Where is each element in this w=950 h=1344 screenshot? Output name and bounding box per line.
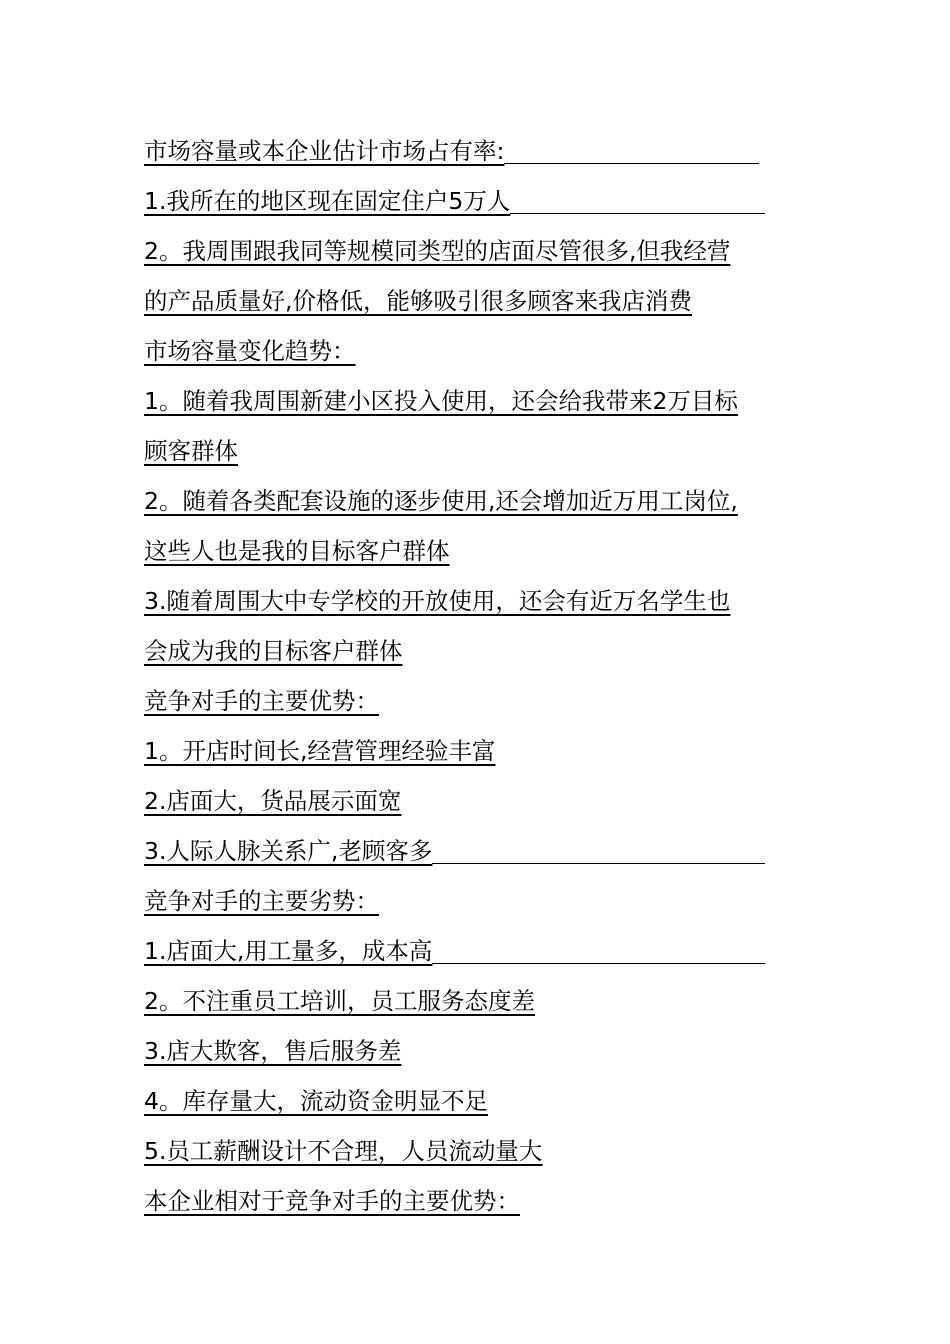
line-text: 5.员工薪酬设计不合理，人员流动量大 <box>144 1137 543 1165</box>
line-own-strengths-heading <box>144 1178 808 1228</box>
line-market-capacity-heading <box>144 128 808 178</box>
line-trend-2a <box>144 478 808 528</box>
line-text: 1.店面大,用工量多，成本高 <box>144 937 433 965</box>
line-trend-1a <box>144 378 808 428</box>
line-text: 2。我周围跟我同等规模同类型的店面尽管很多,但我经营 <box>144 237 731 265</box>
line-market-trend-heading <box>144 328 808 378</box>
line-competition-2 <box>144 278 808 328</box>
line-text: 竞争对手的主要劣势： <box>144 887 379 915</box>
line-text: 3.随着周围大中专学校的开放使用，还会有近万名学生也 <box>144 587 731 615</box>
line-text: 1.我所在的地区现在固定住户5万人 <box>144 187 511 215</box>
line-weakness-5 <box>144 1128 808 1178</box>
document-page <box>144 128 808 1228</box>
line-weakness-4 <box>144 1078 808 1128</box>
underline-fill <box>510 212 765 214</box>
underline-fill <box>432 962 765 964</box>
line-text: 1。开店时间长,经营管理经验丰富 <box>144 737 496 765</box>
line-text: 顾客群体 <box>144 437 238 465</box>
line-trend-3b <box>144 628 808 678</box>
line-text: 市场容量或本企业估计市场占有率: <box>144 137 505 165</box>
line-text: 市场容量变化趋势： <box>144 337 356 365</box>
line-weakness-3 <box>144 1028 808 1078</box>
line-trend-1b <box>144 428 808 478</box>
line-text: 会成为我的目标客户群体 <box>144 637 403 665</box>
line-text: 2。随着各类配套设施的逐步使用,还会增加近万用工岗位, <box>144 487 738 515</box>
underline-fill <box>432 862 765 864</box>
line-residents <box>144 178 808 228</box>
line-text: 这些人也是我的目标客户群体 <box>144 537 450 565</box>
line-text: 4。库存量大，流动资金明显不足 <box>144 1087 488 1115</box>
line-text: 竞争对手的主要优势： <box>144 687 379 715</box>
line-competitor-weaknesses-heading <box>144 878 808 928</box>
line-trend-3a <box>144 578 808 628</box>
line-weakness-2 <box>144 978 808 1028</box>
line-strength-2 <box>144 778 808 828</box>
line-trend-2b <box>144 528 808 578</box>
line-text: 的产品质量好,价格低，能够吸引很多顾客来我店消费 <box>144 287 692 315</box>
line-text: 本企业相对于竞争对手的主要优势： <box>144 1187 520 1215</box>
line-text: 3.人际人脉关系广,老顾客多 <box>144 837 433 865</box>
line-text: 1。随着我周围新建小区投入使用，还会给我带来2万目标 <box>144 387 738 415</box>
line-strength-1 <box>144 728 808 778</box>
underline-fill <box>504 162 759 164</box>
line-strength-3 <box>144 828 808 878</box>
line-weakness-1 <box>144 928 808 978</box>
line-competition-1 <box>144 228 808 278</box>
line-competitor-strengths-heading <box>144 678 808 728</box>
line-text: 3.店大欺客，售后服务差 <box>144 1037 402 1065</box>
line-text: 2。不注重员工培训，员工服务态度差 <box>144 987 535 1015</box>
line-text: 2.店面大，货品展示面宽 <box>144 787 402 815</box>
